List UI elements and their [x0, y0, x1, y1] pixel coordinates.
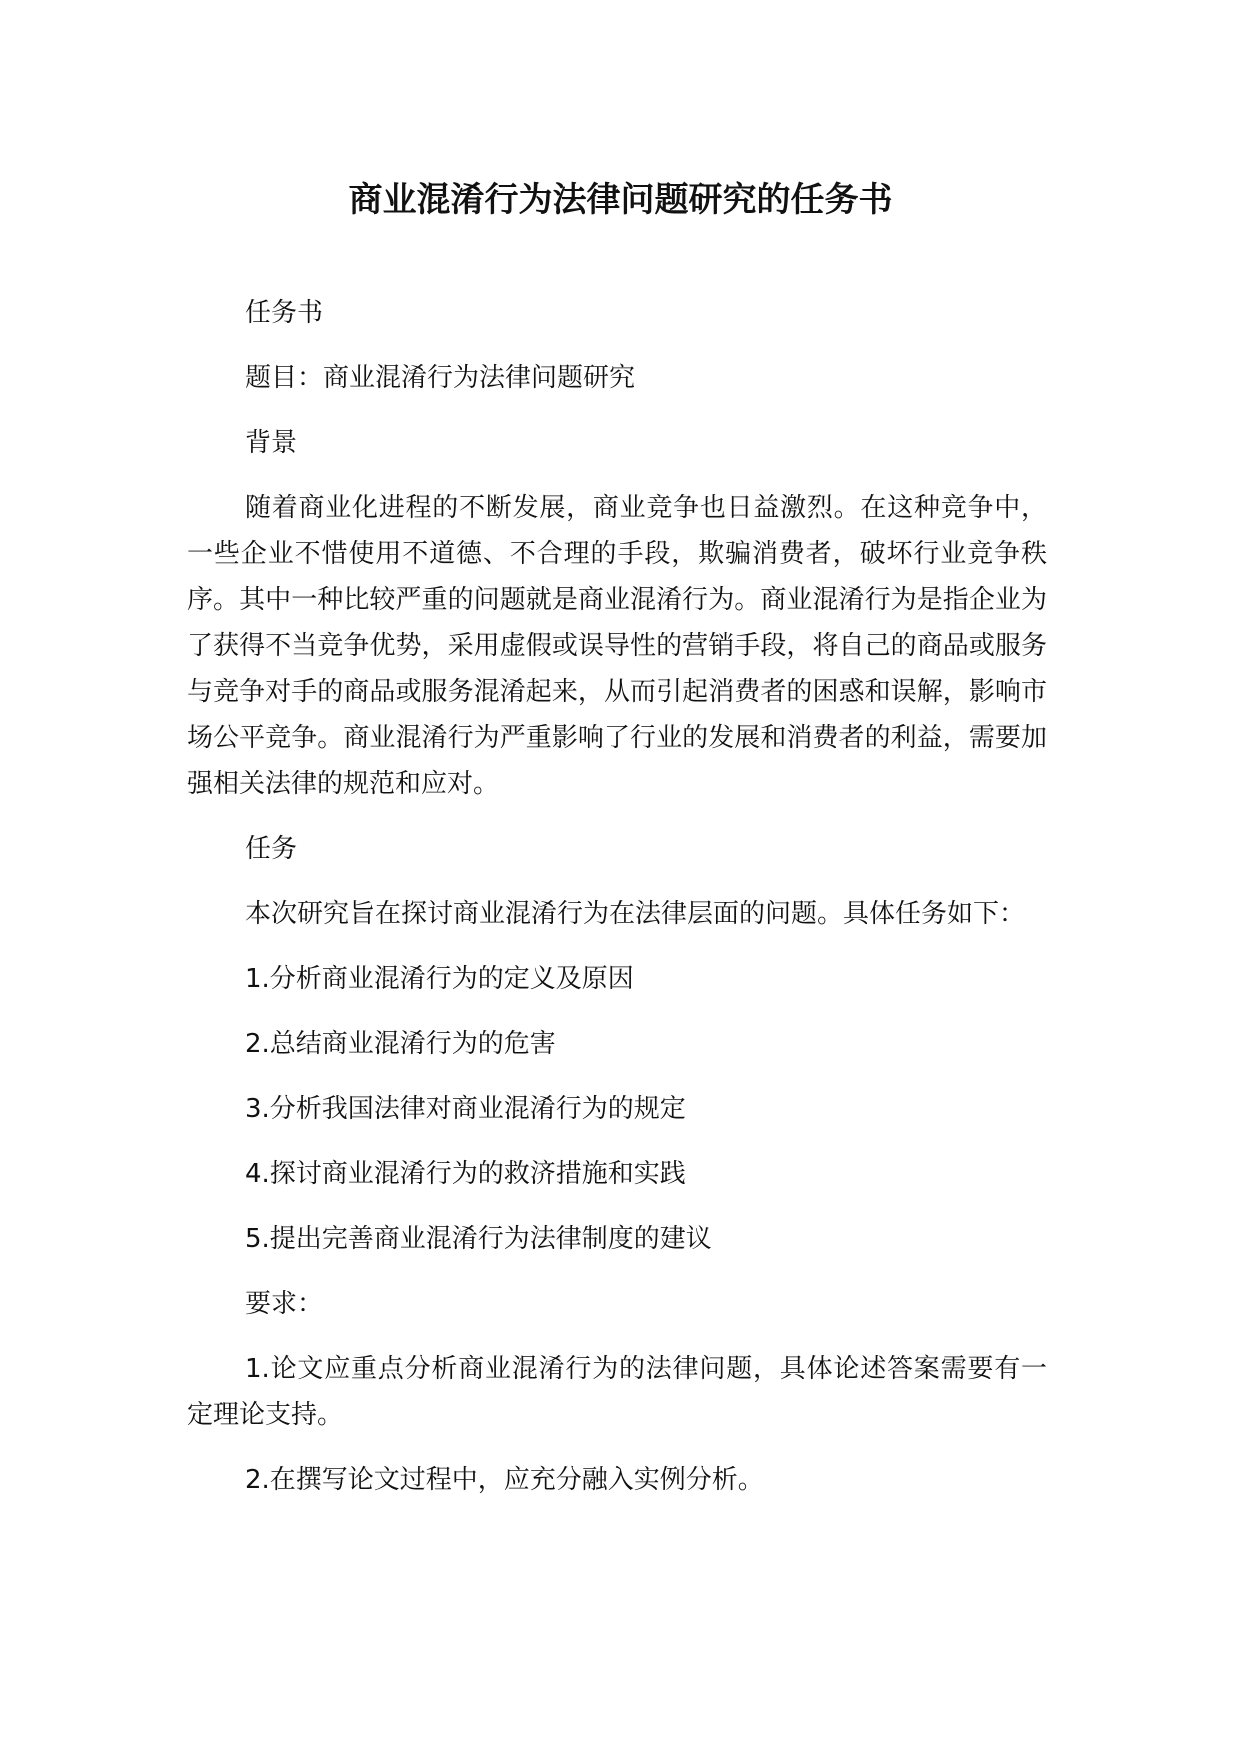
heading-taskbook: 任务书: [245, 298, 324, 328]
heading-requirements: 要求：: [245, 1289, 324, 1319]
document-title: 商业混淆行为法律问题研究的任务书: [348, 180, 893, 220]
task-item: 5.提出完善商业混淆行为法律制度的建议: [245, 1224, 712, 1254]
background-paragraph: 随着商业化进程的不断发展，商业竞争也日益激烈。在这种竞争中，一些企业不惜使用不道德、不合理的手段，欺骗消费者，破坏行业竞争秩序。其中一种比较严重的问题就是商业混淆行为。商业混淆行为是指企业为了获得不当竞争优势，采用虚假或误导性的营销手段，将自己的商品或服务与竞争对手的商品或服务混淆起来，从而引起消费者的困惑和误解，影响市场公平竞争。商业混淆行为严重影响了行业的发展和消费者的利益，需要加强相关法律的规范和应对。: [187, 493, 1047, 799]
task-item: 1.分析商业混淆行为的定义及原因: [245, 964, 634, 994]
requirement-item: 1.论文应重点分析商业混淆行为的法律问题，具体论述答案需要有一定理论支持。: [187, 1354, 1047, 1430]
topic-line: 题目：商业混淆行为法律问题研究: [245, 363, 636, 393]
heading-background: 背景: [245, 428, 298, 458]
task-item: 2.总结商业混淆行为的危害: [245, 1029, 556, 1059]
task-item: 3.分析我国法律对商业混淆行为的规定: [245, 1094, 686, 1124]
heading-task: 任务: [245, 834, 298, 864]
requirement-item: 2.在撰写论文过程中，应充分融入实例分析。: [245, 1465, 764, 1495]
document-body: [187, 290, 1047, 1522]
task-intro: 本次研究旨在探讨商业混淆行为在法律层面的问题。具体任务如下：: [245, 899, 1026, 929]
task-item: 4.探讨商业混淆行为的救济措施和实践: [245, 1159, 686, 1189]
